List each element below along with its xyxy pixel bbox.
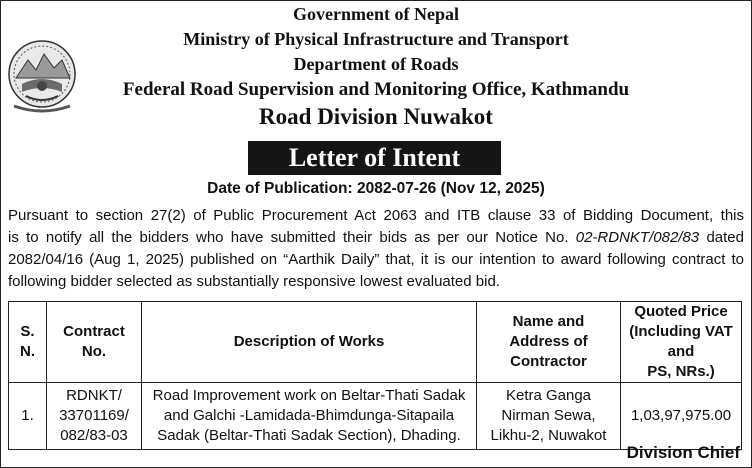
cell-quoted-price: 1,03,97,975.00 xyxy=(621,383,742,450)
cell-contractor: Ketra Ganga Nirman Sewa, Likhu-2, Nuwakot xyxy=(477,383,621,450)
notice-body-line: following bidder selected as substantially responsive lowest evaluated bid. xyxy=(8,273,500,290)
col-sn: S. N. xyxy=(9,302,47,383)
header-department: Department of Roads xyxy=(293,54,459,74)
header-ministry: Ministry of Physical Infrastructure and Transport xyxy=(183,29,569,49)
notice-body-line: Pursuant to section 27(2) of Public Procurement Act 2063 and ITB clause 33 of Bidding Document, this xyxy=(8,207,744,224)
table-row xyxy=(9,383,742,450)
award-table xyxy=(8,301,742,450)
col-contractor: Name and Address of Contractor xyxy=(477,302,621,383)
header-government: Government of Nepal xyxy=(293,4,459,24)
cell-contract-no: RDNKT/ 33701169/ 082/83-03 xyxy=(47,383,142,450)
header-office: Federal Road Supervision and Monitoring Office, Kathmandu xyxy=(122,79,630,100)
col-contract-no: Contract No. xyxy=(47,302,142,383)
notice-body-line-part: dated xyxy=(699,229,744,246)
col-description: Description of Works xyxy=(142,302,477,383)
table-header-row xyxy=(9,302,742,383)
notice-body-line xyxy=(8,227,744,249)
cell-description: Road Improvement work on Beltar-Thati Sadak and Galchi -Lamidada-Bhimdunga-Sitapaila Sadak (Beltar-Thati Sadak Section), Dhading. xyxy=(142,383,477,450)
notice-number: 02-RDNKT/082/83 xyxy=(575,229,700,246)
notice-body-line: 2082/04/16 (Aug 1, 2025) published on “Aarthik Daily” that, it is our intention to award following contract to xyxy=(8,251,744,268)
notice-body xyxy=(8,205,744,293)
cell-sn: 1. xyxy=(9,383,47,450)
signature-title: Division Chief xyxy=(626,443,740,462)
nepal-emblem-icon xyxy=(6,34,78,116)
header-division: Road Division Nuwakot xyxy=(259,104,493,129)
notice-body-line-part: is to notify all the bidders who have submitted their bids as per our Notice No. xyxy=(8,229,576,246)
col-quoted-price: Quoted Price (Including VAT and PS, NRs.) xyxy=(621,302,742,383)
publication-date: Date of Publication: 2082-07-26 (Nov 12, 2025) xyxy=(207,180,545,197)
notice-title: Letter of Intent xyxy=(248,141,501,175)
